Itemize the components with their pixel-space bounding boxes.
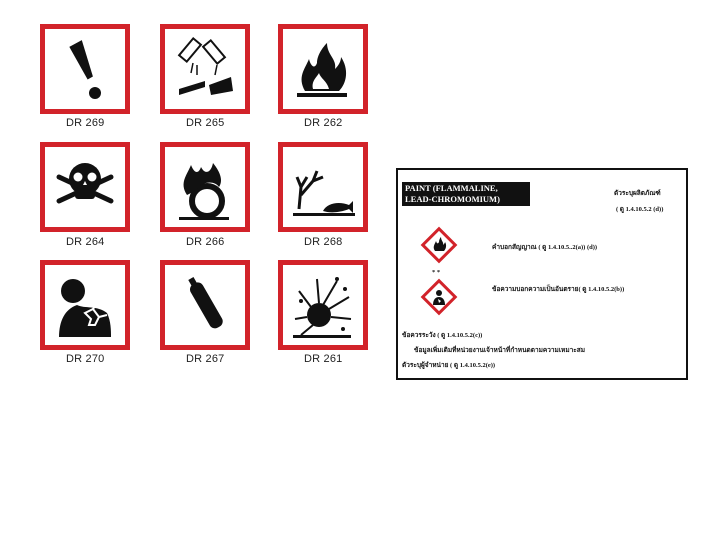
skull-crossbones-icon [45, 147, 125, 227]
product-name-box [402, 182, 530, 206]
signal-word-text: คำบอกสัญญาณ ( ดู 1.4.10.5..2(a)) (d)) [492, 244, 598, 251]
pictogram-code: DR 262 [304, 117, 343, 129]
supplementary-info: ข้อมูลเพิ่มเติมที่หน่วยงานเจ้าหน้าที่กำหนดตามความเหมาะสม [414, 347, 586, 354]
environment-icon [283, 147, 363, 227]
pictogram-exclamation [40, 24, 130, 114]
corrosion-icon [165, 29, 245, 109]
pictogram-code: DR 270 [66, 353, 105, 365]
pictogram-gas [160, 260, 250, 350]
label-pictogram-health [421, 279, 458, 316]
product-name-line: PAINT (FLAMMALINE, [405, 183, 498, 193]
gas-cylinder-icon [165, 265, 245, 345]
flame-icon [283, 29, 363, 109]
pictogram-code: DR 269 [66, 117, 105, 129]
pictogram-code: DR 268 [304, 236, 343, 248]
health-hazard-icon [45, 265, 125, 345]
hazard-statement-text: ข้อความบอกความเป็นอันตราย( ดู 1.4.10.5.2(b)) [492, 286, 625, 293]
precautionary-statement: ข้อควรระวัง ( ดู 1.4.10.5.2(c)) [402, 332, 483, 339]
pictogram-code: DR 265 [186, 117, 225, 129]
pictogram-skull [40, 142, 130, 232]
pictogram-oxidizer [160, 142, 250, 232]
signal-marks: * * [432, 269, 441, 276]
pictogram-health [40, 260, 130, 350]
flame-icon [429, 235, 449, 255]
supplier-identifier: ตัวระบุผู้จำหน่าย ( ดู 1.4.10.5.2(e)) [402, 362, 496, 369]
flame-over-circle-icon [165, 147, 245, 227]
pictogram-environment [278, 142, 368, 232]
exclamation-mark-icon [45, 29, 125, 109]
pictogram-code: DR 261 [304, 353, 343, 365]
pictogram-code: DR 267 [186, 353, 225, 365]
product-identifier-ref: ( ดู 1.4.10.5.2 (d)) [616, 206, 664, 213]
product-identifier-label: ตัวระบุผลิตภัณฑ์ [614, 190, 661, 197]
pictogram-explosive [278, 260, 368, 350]
exploding-bomb-icon [283, 265, 363, 345]
pictogram-corrosion [160, 24, 250, 114]
sample-label [396, 168, 688, 380]
health-hazard-icon [429, 287, 449, 307]
pictogram-flame [278, 24, 368, 114]
pictogram-code: DR 264 [66, 236, 105, 248]
pictogram-code: DR 266 [186, 236, 225, 248]
product-name-line: LEAD-CHROMOMIUM) [405, 194, 500, 204]
label-pictogram-flame [421, 227, 458, 264]
